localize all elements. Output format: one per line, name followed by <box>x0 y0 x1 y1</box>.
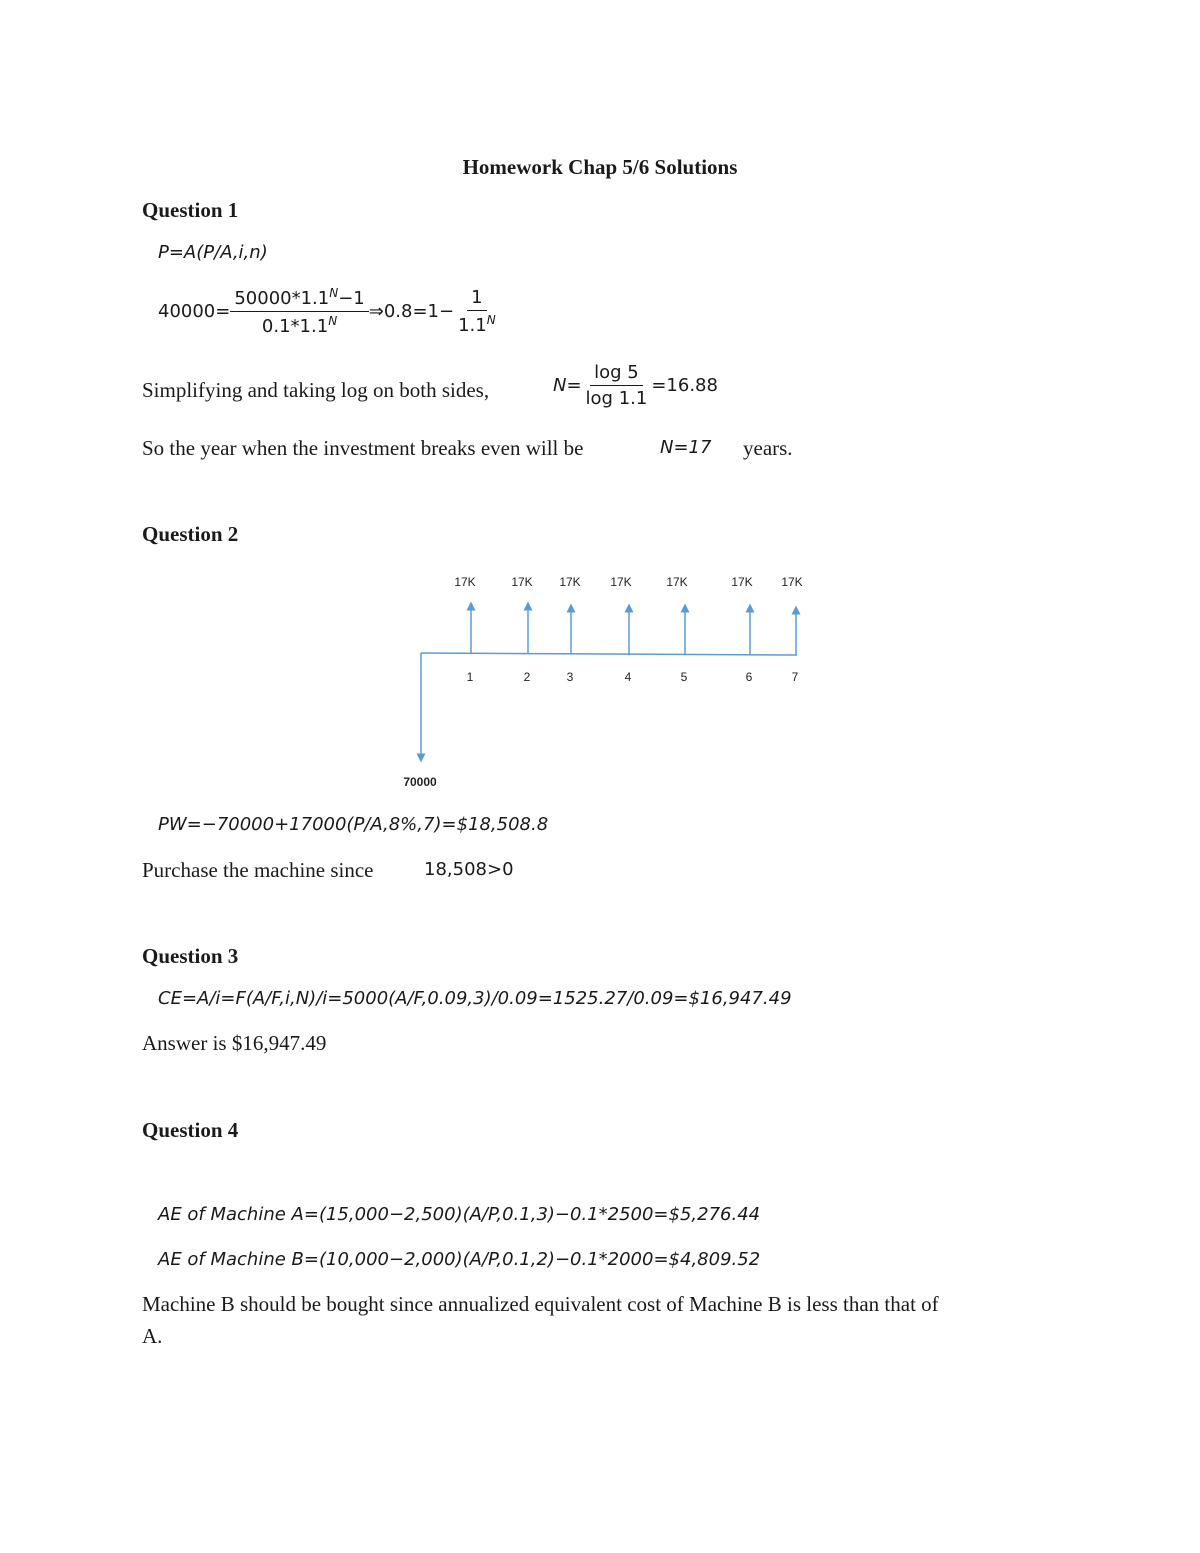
q1-frac1-num-tail: −1 <box>338 288 365 309</box>
q4-conclusion-line-2: A. <box>142 1324 163 1348</box>
q1-present-worth-formula: P=A(P/A,i,n) <box>158 242 268 263</box>
q1-equation <box>158 286 500 337</box>
q4-ae-machine-b <box>158 1249 760 1270</box>
q1-frac2-num: 1 <box>467 287 486 311</box>
q1-log-result: =16.88 <box>651 375 718 396</box>
q3-answer-text: Answer is $16,947.49 <box>142 1031 327 1055</box>
q4-conclusion-line-1: Machine B should be bought since annualized equivalent cost of Machine B is less than that of <box>142 1292 939 1316</box>
cash-flow-inflow-label-5: 17K <box>666 575 688 589</box>
q1-fraction-1 <box>230 286 368 337</box>
q1-fraction-2 <box>454 287 500 336</box>
q2-purchase-text: Purchase the machine since <box>142 858 374 882</box>
question-1-heading: Question 1 <box>142 198 239 222</box>
q1-simplify-text: Simplifying and taking log on both sides, <box>142 378 490 402</box>
cash-flow-inflow-label-2: 17K <box>511 575 533 589</box>
q1-conclusion-math: N=17 <box>660 437 712 458</box>
q1-log-equation <box>553 362 718 409</box>
q1-log-num: log 5 <box>590 362 643 386</box>
cash-flow-inflow-label-4: 17K <box>610 575 632 589</box>
q1-frac2-den-exp: N <box>486 313 496 327</box>
q1-frac1-num-exp: N <box>329 286 339 300</box>
q4-ae-a-eq: =(15,000−2,500)(A/P,0.1,3)−0.1*2500=$5,276.44 <box>303 1204 761 1225</box>
q4-ae-a-label: AE of Machine A <box>158 1204 304 1225</box>
q4-ae-b-eq: =(10,000−2,000)(A/P,0.1,2)−0.1*2000=$4,809.52 <box>303 1249 761 1270</box>
cash-flow-time-axis <box>421 653 797 655</box>
cash-flow-period-label-2: 2 <box>523 670 531 684</box>
cash-flow-period-label-7: 7 <box>791 670 799 684</box>
q1-log-lhs: N= <box>553 375 582 396</box>
q1-conclusion-text: So the year when the investment breaks even will be <box>142 436 584 460</box>
q1-frac1-num: 50000*1.1 <box>234 288 330 309</box>
q1-eq-mid: ⇒0.8=1− <box>368 301 455 322</box>
cash-flow-period-label-5: 5 <box>680 670 688 684</box>
cash-flow-period-label-6: 6 <box>745 670 753 684</box>
q1-log-den: log 1.1 <box>585 388 648 409</box>
q2-present-worth-equation: PW=−70000+17000(P/A,8%,7)=$18,508.8 <box>158 814 549 835</box>
cash-flow-inflow-label-3: 17K <box>559 575 581 589</box>
q1-frac1-den-exp: N <box>328 314 338 328</box>
q2-purchase-math: 18,508>0 <box>424 859 514 880</box>
cash-flow-period-label-4: 4 <box>624 670 632 684</box>
cash-flow-inflow-label-7: 17K <box>781 575 803 589</box>
page-title: Homework Chap 5/6 Solutions <box>462 155 738 179</box>
q3-ce-equation: CE=A/i=F(A/F,i,N)/i=5000(A/F,0.09,3)/0.09=1525.27/0.09=$16,947.49 <box>158 988 792 1009</box>
cash-flow-inflow-label-1: 17K <box>454 575 476 589</box>
question-3-heading: Question 3 <box>142 944 239 968</box>
q1-conclusion-unit: years. <box>743 436 793 460</box>
cash-flow-outflow-label: 70000 <box>403 775 437 789</box>
q1-frac1-den: 0.1*1.1 <box>261 316 329 337</box>
cash-flow-inflow-label-6: 17K <box>731 575 753 589</box>
q1-eq-lhs: 40000= <box>158 301 231 322</box>
q1-log-fraction <box>582 362 652 409</box>
cash-flow-period-label-1: 1 <box>466 670 474 684</box>
cash-flow-period-label-3: 3 <box>566 670 574 684</box>
question-4-heading: Question 4 <box>142 1118 239 1142</box>
question-2-heading: Question 2 <box>142 522 239 546</box>
q4-ae-machine-a <box>158 1204 760 1225</box>
q1-frac2-den: 1.1 <box>458 315 487 336</box>
q4-ae-b-label: AE of Machine B <box>158 1249 304 1270</box>
